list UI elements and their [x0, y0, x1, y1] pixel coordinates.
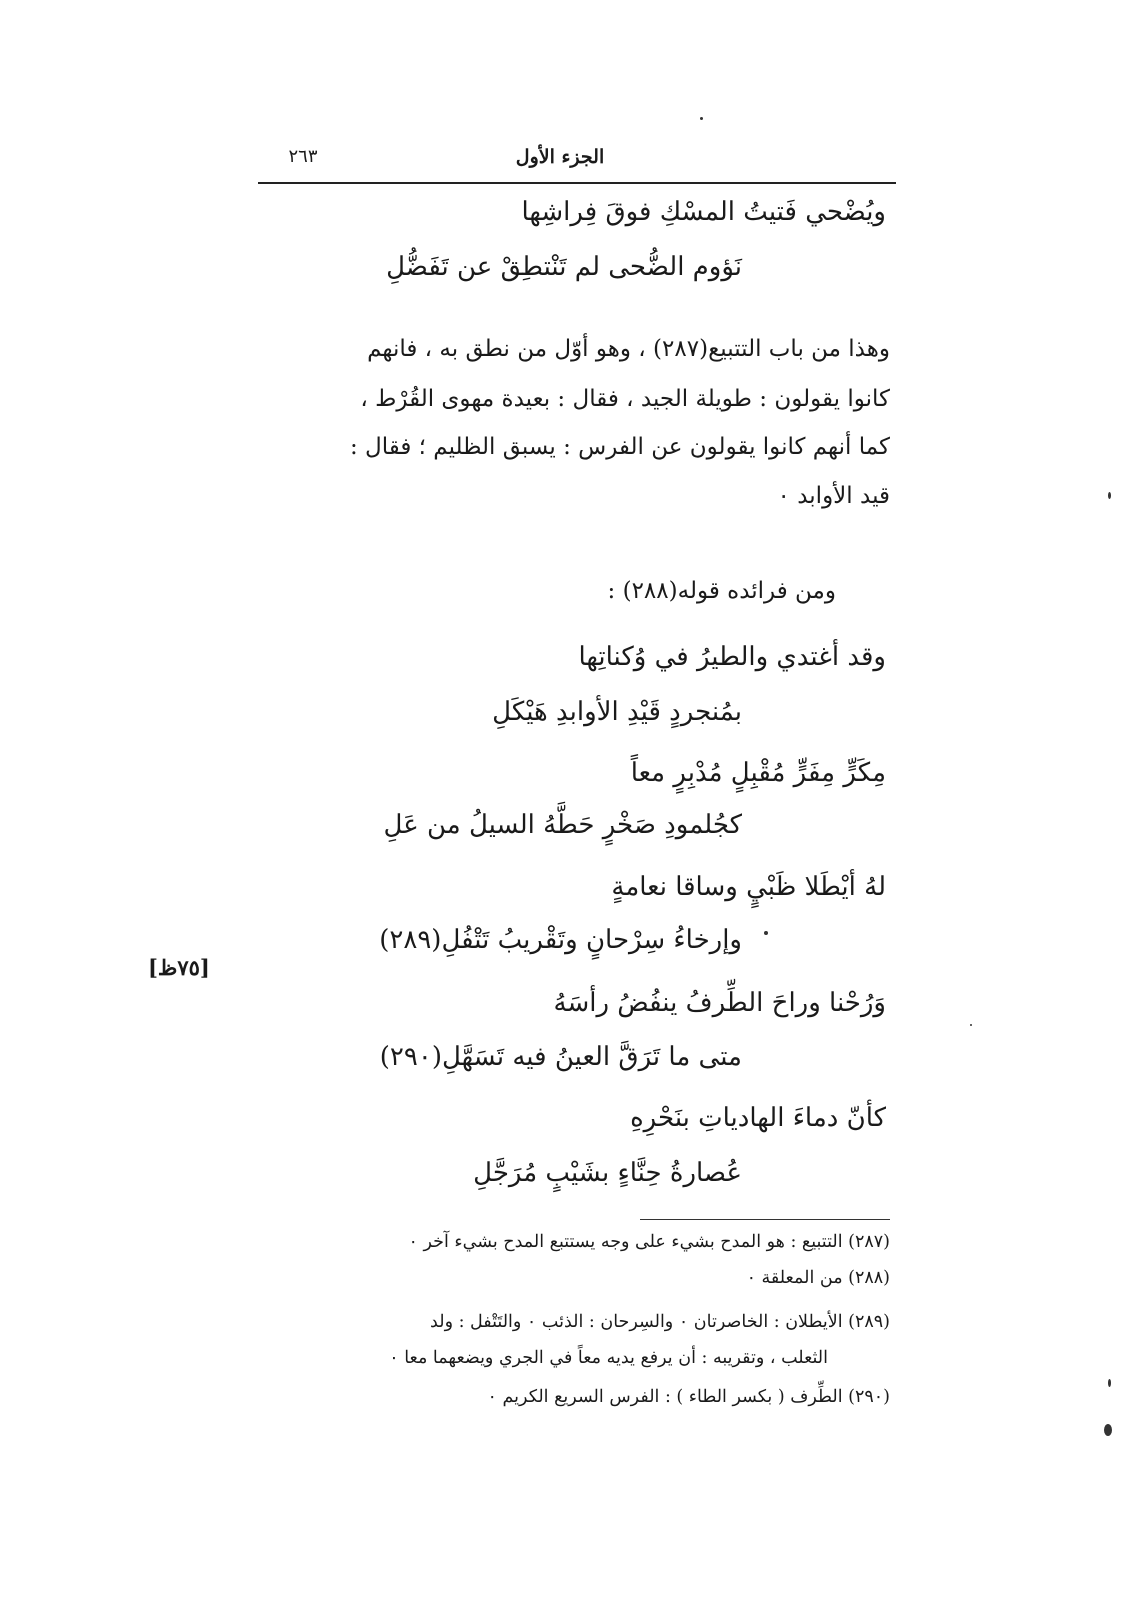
verse-line: عُصارةُ حِنَّاءٍ بشَيْبٍ مُرَجَّلِ: [473, 1158, 742, 1188]
verse-line: بمُنجردٍ قَيْدِ الأوابدِ هَيْكَلِ: [492, 697, 742, 727]
verse-line: كجُلمودِ صَخْرٍ حَطَّهُ السيلُ من عَلِ: [383, 810, 742, 840]
paragraph-line: قيد الأوابد ٠: [777, 483, 890, 509]
paragraph-line: كما أنهم كانوا يقولون عن الفرس : يسبق الظليم ؛ فقال :: [349, 434, 890, 460]
verse-line: وَرُحْنا وراحَ الطِّرفُ ينفُضُ رأسَهُ: [553, 988, 886, 1018]
scan-speck: [764, 931, 768, 935]
footnote: (٢٩٠) الطِّرف ( بكسر الطاء ) : الفرس السريع الكريم ٠: [487, 1387, 890, 1407]
verse-line: مِكَرٍّ مِفَرٍّ مُقْبِلٍ مُدْبِرٍ معاً: [630, 758, 886, 788]
footnote: (٢٨٩) الأيطلان : الخاصرتان ٠ والسِرحان : الذئب ٠ والتَتْفل : ولد: [430, 1312, 890, 1332]
scan-speck: [970, 1024, 972, 1026]
scan-speck: [1108, 492, 1111, 499]
page-number: ٢٦٣: [288, 146, 318, 167]
scan-speck: [700, 117, 703, 120]
scan-speck: [1108, 1379, 1111, 1387]
verse-line: وقد أغتدي والطيرُ في وُكناتِها: [578, 642, 886, 672]
running-header-title: الجزء الأول: [515, 146, 605, 168]
footnote-continuation: الثعلب ، وتقريبه : أن يرفع يديه معاً في الجري ويضعهما معا ٠: [389, 1348, 828, 1368]
verse-line: نَؤوم الضُّحى لم تَنْتطِقْ عن تَفَضُّلِ: [386, 252, 742, 282]
manuscript-folio-marker: [٧٥ظ]: [148, 955, 210, 980]
verse-line: كأنّ دماءَ الهادياتِ بنَحْرِهِ: [630, 1103, 886, 1133]
header-rule: [258, 182, 896, 184]
verse-line: وإرخاءُ سِرْحانٍ وتَقْريبُ تَتْفُلِ(٢٨٩): [379, 925, 742, 955]
paragraph-line: وهذا من باب التتبيع(٢٨٧) ، وهو أوّل من نطق به ، فانهم: [367, 336, 890, 362]
footnote-rule: [640, 1219, 890, 1220]
paragraph-line: كانوا يقولون : طويلة الجيد ، فقال : بعيدة مهوى القُرْط ،: [360, 386, 890, 412]
verse-line: متى ما تَرَقَّ العينُ فيه تَسَهَّلِ(٢٩٠): [379, 1042, 742, 1072]
verse-line: لهُ أيْطَلا ظَبْيٍ وساقا نعامةٍ: [611, 872, 886, 902]
scan-speck: [1104, 1424, 1112, 1436]
verse-line: ويُضْحي فَتيتُ المسْكِ فوقَ فِراشِها: [521, 197, 886, 227]
footnote: (٢٨٨) من المعلقة ٠: [746, 1268, 890, 1288]
footnote: (٢٨٧) التتبيع : هو المدح بشيء على وجه يستتبع المدح بشيء آخر ٠: [408, 1232, 890, 1252]
paragraph-intro: ومن فرائده قوله(٢٨٨) :: [607, 578, 836, 604]
